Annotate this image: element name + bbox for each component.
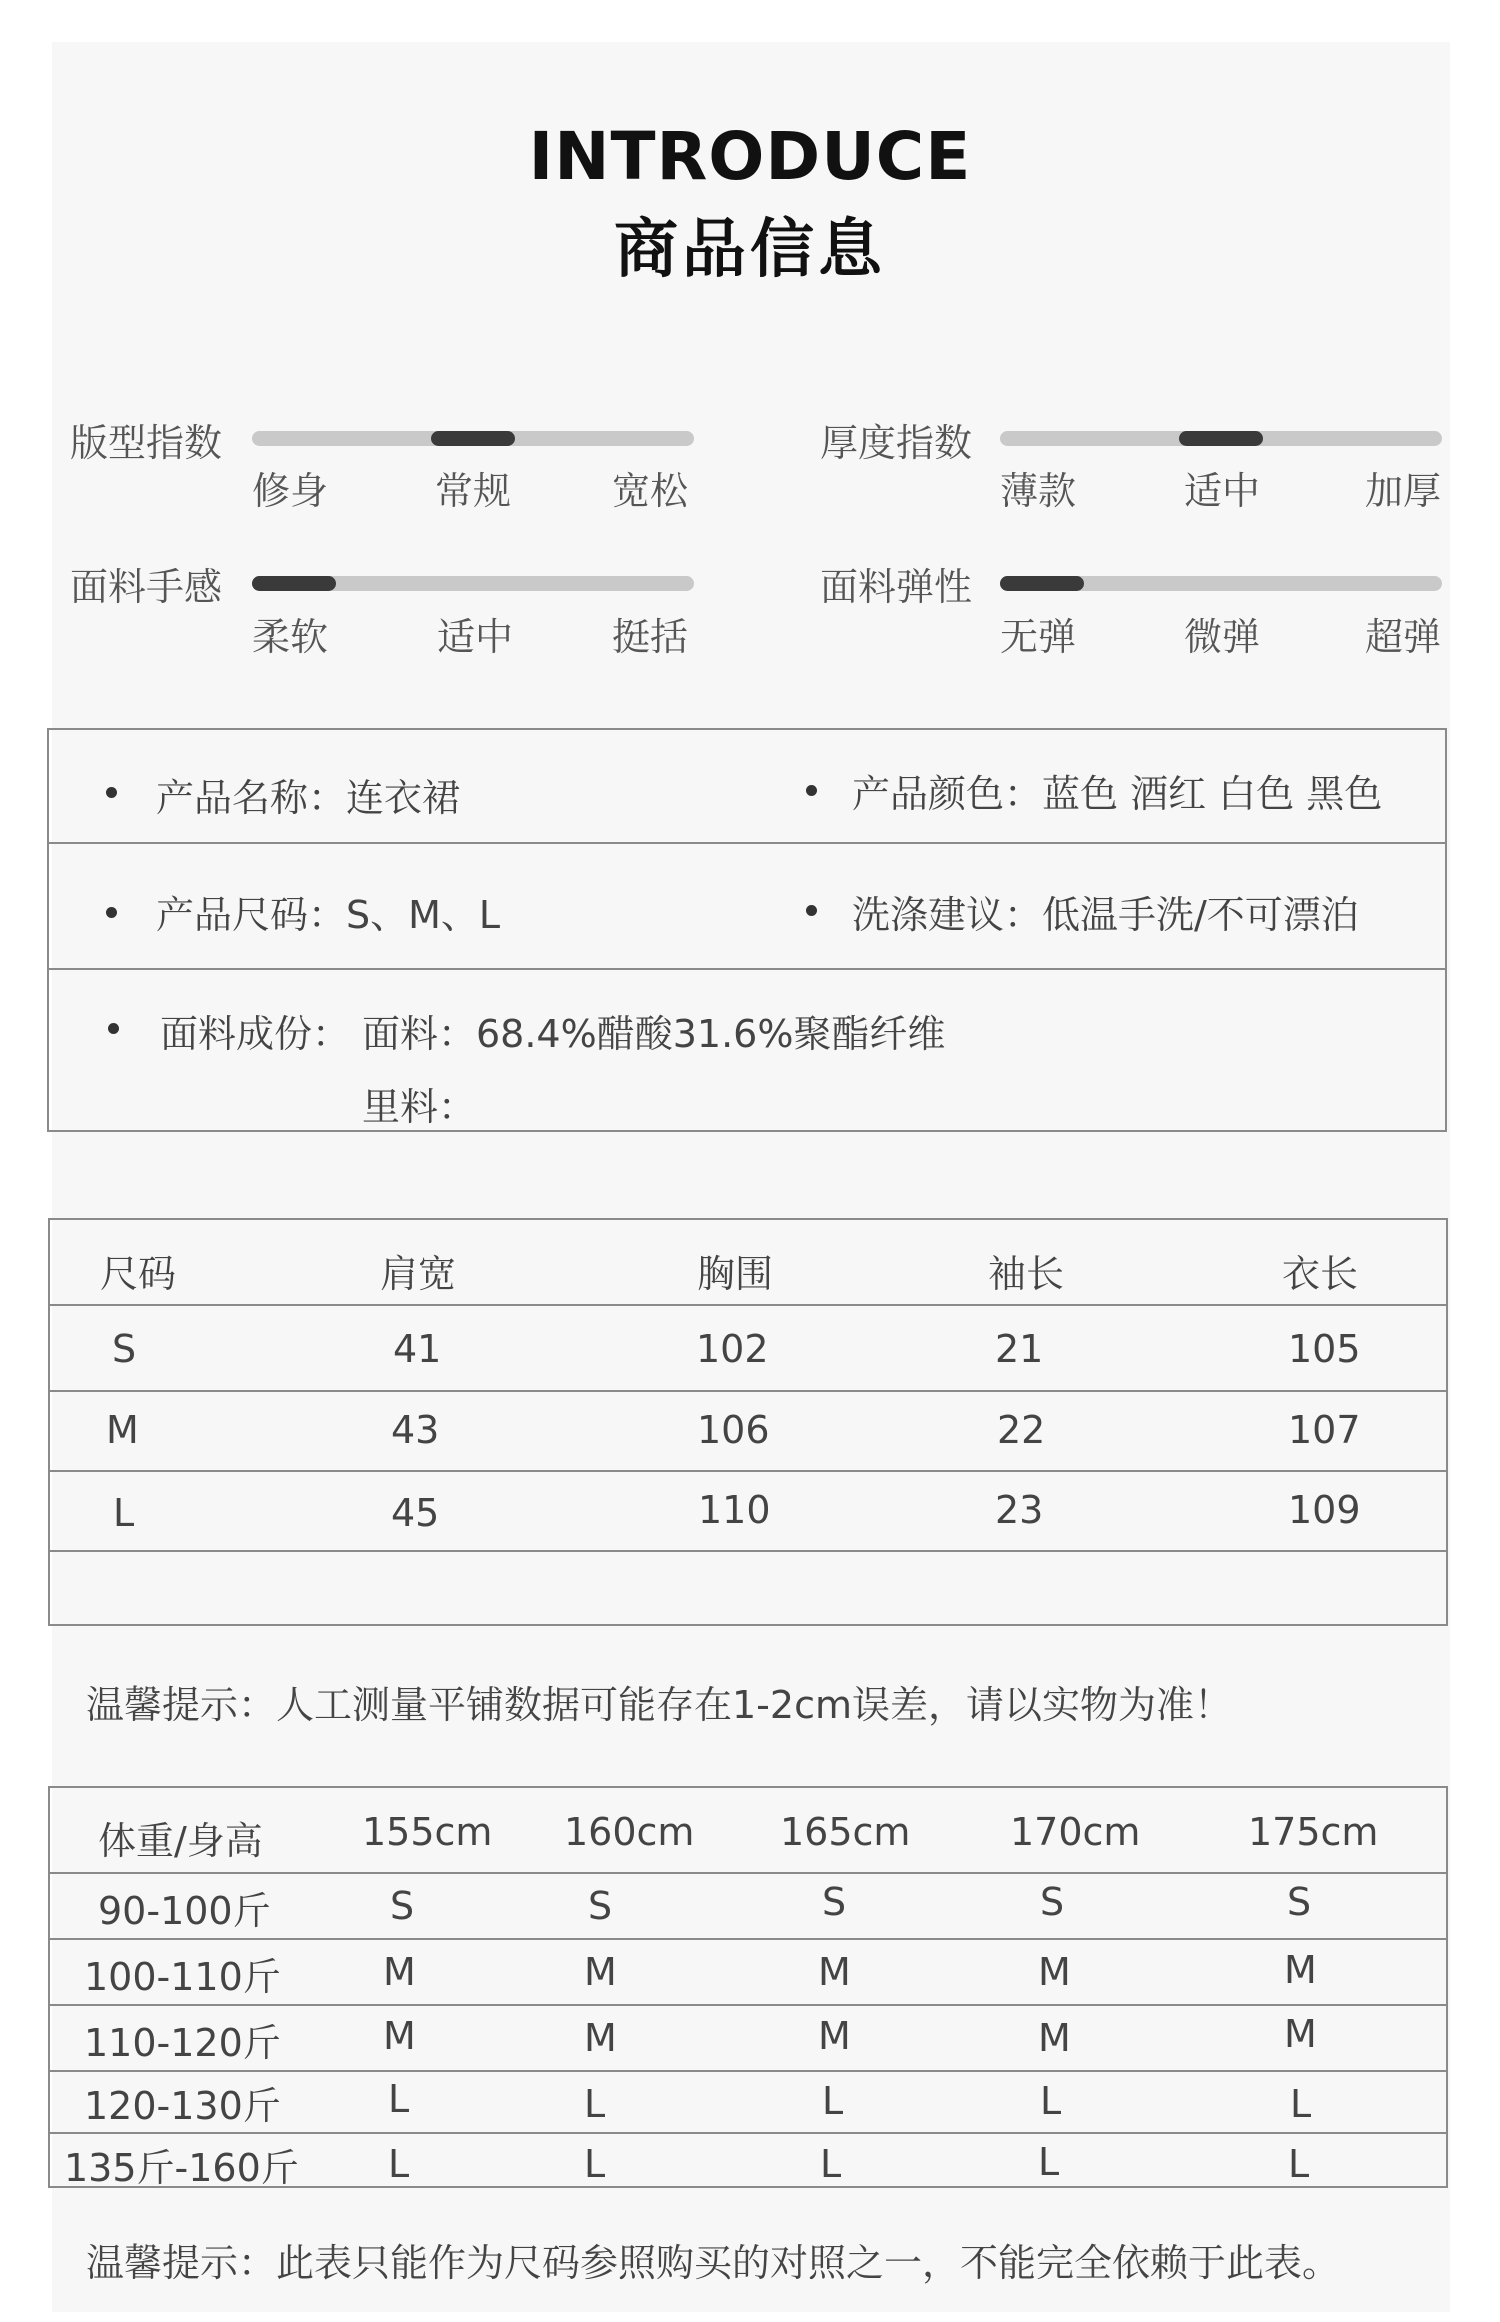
fit-cell: 90-100斤 <box>98 1889 271 1933</box>
index-fill-fit <box>431 431 515 446</box>
index-label-hand-feel: 面料手感 <box>70 565 223 609</box>
size-cell: 43 <box>391 1408 440 1452</box>
fit-cell: L <box>1288 2142 1310 2186</box>
size-cell: 102 <box>696 1327 769 1371</box>
fit-cell: L <box>820 2142 842 2186</box>
fit-cell: L <box>1290 2082 1312 2126</box>
table-row-divider <box>50 1390 1446 1392</box>
fit-header: 体重/身高 <box>98 1819 263 1863</box>
reference-tip: 温馨提示：此表只能作为尺码参照购买的对照之一，不能完全依赖于此表。 <box>86 2241 1341 2285</box>
fit-cell: M <box>1038 2016 1071 2060</box>
size-cell: 22 <box>997 1408 1046 1452</box>
index-tick-elasticity-2: 超弹 <box>1365 615 1442 659</box>
fit-cell: L <box>388 2077 410 2121</box>
size-header: 肩宽 <box>380 1252 457 1296</box>
fit-header: 170cm <box>1010 1810 1141 1854</box>
index-tick-thickness-2: 加厚 <box>1365 469 1442 513</box>
index-tick-thickness-0: 薄款 <box>1000 469 1077 513</box>
fit-cell: M <box>383 1950 416 1994</box>
size-cell: M <box>106 1408 139 1452</box>
fit-header: 155cm <box>362 1810 493 1854</box>
size-cell: L <box>113 1491 135 1535</box>
size-cell: 45 <box>391 1491 440 1535</box>
fabric-lining: 里料： <box>362 1085 477 1129</box>
size-cell: 106 <box>697 1408 770 1452</box>
size-cell: 21 <box>995 1327 1044 1371</box>
fit-cell: L <box>1038 2140 1060 2184</box>
index-fill-elasticity <box>1000 576 1084 591</box>
size-header: 尺码 <box>100 1252 177 1296</box>
bullet-icon <box>106 787 117 798</box>
size-cell: 107 <box>1288 1408 1361 1452</box>
size-cell: 23 <box>995 1488 1044 1532</box>
index-label-thickness: 厚度指数 <box>820 421 973 465</box>
fit-cell: M <box>818 2014 851 2058</box>
fit-cell: 135斤-160斤 <box>64 2146 299 2190</box>
bullet-icon <box>106 907 117 918</box>
table-row-divider <box>50 1938 1446 1940</box>
size-cell: 105 <box>1288 1327 1361 1371</box>
bullet-icon <box>806 785 817 796</box>
table-row-divider <box>50 2132 1446 2134</box>
index-tick-hand-feel-0: 柔软 <box>252 615 329 659</box>
index-track-hand-feel <box>252 576 694 591</box>
fit-header: 175cm <box>1248 1810 1379 1854</box>
fit-cell: 100-110斤 <box>84 1955 281 1999</box>
fit-cell: S <box>588 1884 613 1928</box>
index-tick-hand-feel-2: 挺括 <box>612 615 689 659</box>
size-cell: S <box>112 1327 137 1371</box>
size-cell: 41 <box>393 1327 442 1371</box>
fit-cell: M <box>1284 1948 1317 1992</box>
bullet-icon <box>806 905 817 916</box>
index-tick-elasticity-0: 无弹 <box>1000 615 1077 659</box>
fit-cell: L <box>584 2142 606 2186</box>
fit-cell: S <box>822 1880 847 1924</box>
size-cell: 109 <box>1288 1488 1361 1532</box>
fit-cell: M <box>818 1950 851 1994</box>
fit-cell: 110-120斤 <box>84 2021 281 2065</box>
product-name: 产品名称：连衣裙 <box>156 776 461 820</box>
info-divider <box>49 968 1445 970</box>
index-tick-hand-feel-1: 适中 <box>437 615 514 659</box>
fabric-main: 面料：68.4%醋酸31.6%聚酯纤维 <box>362 1012 946 1056</box>
size-header: 袖长 <box>988 1252 1065 1296</box>
size-header: 胸围 <box>697 1252 774 1296</box>
fit-cell: L <box>584 2082 606 2126</box>
info-divider <box>49 842 1445 844</box>
fabric-label: 面料成份： <box>160 1012 351 1056</box>
product-color: 产品颜色：蓝色 酒红 白色 黑色 <box>852 772 1383 816</box>
table-row-divider <box>50 1304 1446 1306</box>
fit-cell: S <box>1040 1880 1065 1924</box>
table-row-divider <box>50 1550 1446 1552</box>
fit-header: 160cm <box>564 1810 695 1854</box>
index-fill-hand-feel <box>252 576 336 591</box>
fit-cell: L <box>388 2142 410 2186</box>
fit-cell: M <box>383 2014 416 2058</box>
bullet-icon <box>108 1023 119 1034</box>
fit-cell: 120-130斤 <box>84 2084 281 2128</box>
index-tick-fit-1: 常规 <box>435 469 512 513</box>
index-track-elasticity <box>1000 576 1442 591</box>
index-label-elasticity: 面料弹性 <box>820 565 973 609</box>
table-row-divider <box>50 1470 1446 1472</box>
title-chinese: 商品信息 <box>614 213 886 287</box>
index-tick-fit-2: 宽松 <box>612 469 689 513</box>
size-cell: 110 <box>698 1488 771 1532</box>
table-row-divider <box>50 1872 1446 1874</box>
measurement-tip: 温馨提示：人工测量平铺数据可能存在1-2cm误差，请以实物为准！ <box>86 1683 1232 1727</box>
fit-cell: S <box>1287 1880 1312 1924</box>
fit-cell: M <box>1038 1950 1071 1994</box>
fit-cell: M <box>584 1950 617 1994</box>
table-row-divider <box>50 2070 1446 2072</box>
index-track-fit <box>252 431 694 446</box>
index-fill-thickness <box>1179 431 1263 446</box>
size-header: 衣长 <box>1282 1252 1359 1296</box>
index-tick-fit-0: 修身 <box>252 469 329 513</box>
product-size: 产品尺码：S、M、L <box>156 893 501 937</box>
table-row-divider <box>50 2004 1446 2006</box>
title-english: INTRODUCE <box>528 118 972 195</box>
wash-advice: 洗涤建议：低温手洗/不可漂泊 <box>852 893 1359 937</box>
fit-cell: L <box>822 2079 844 2123</box>
fit-cell: M <box>584 2016 617 2060</box>
index-tick-elasticity-1: 微弹 <box>1184 615 1261 659</box>
index-label-fit: 版型指数 <box>70 421 223 465</box>
fit-cell: L <box>1040 2079 1062 2123</box>
index-tick-thickness-1: 适中 <box>1184 469 1261 513</box>
fit-header: 165cm <box>780 1810 911 1854</box>
index-track-thickness <box>1000 431 1442 446</box>
fit-cell: S <box>390 1884 415 1928</box>
fit-cell: M <box>1284 2012 1317 2056</box>
